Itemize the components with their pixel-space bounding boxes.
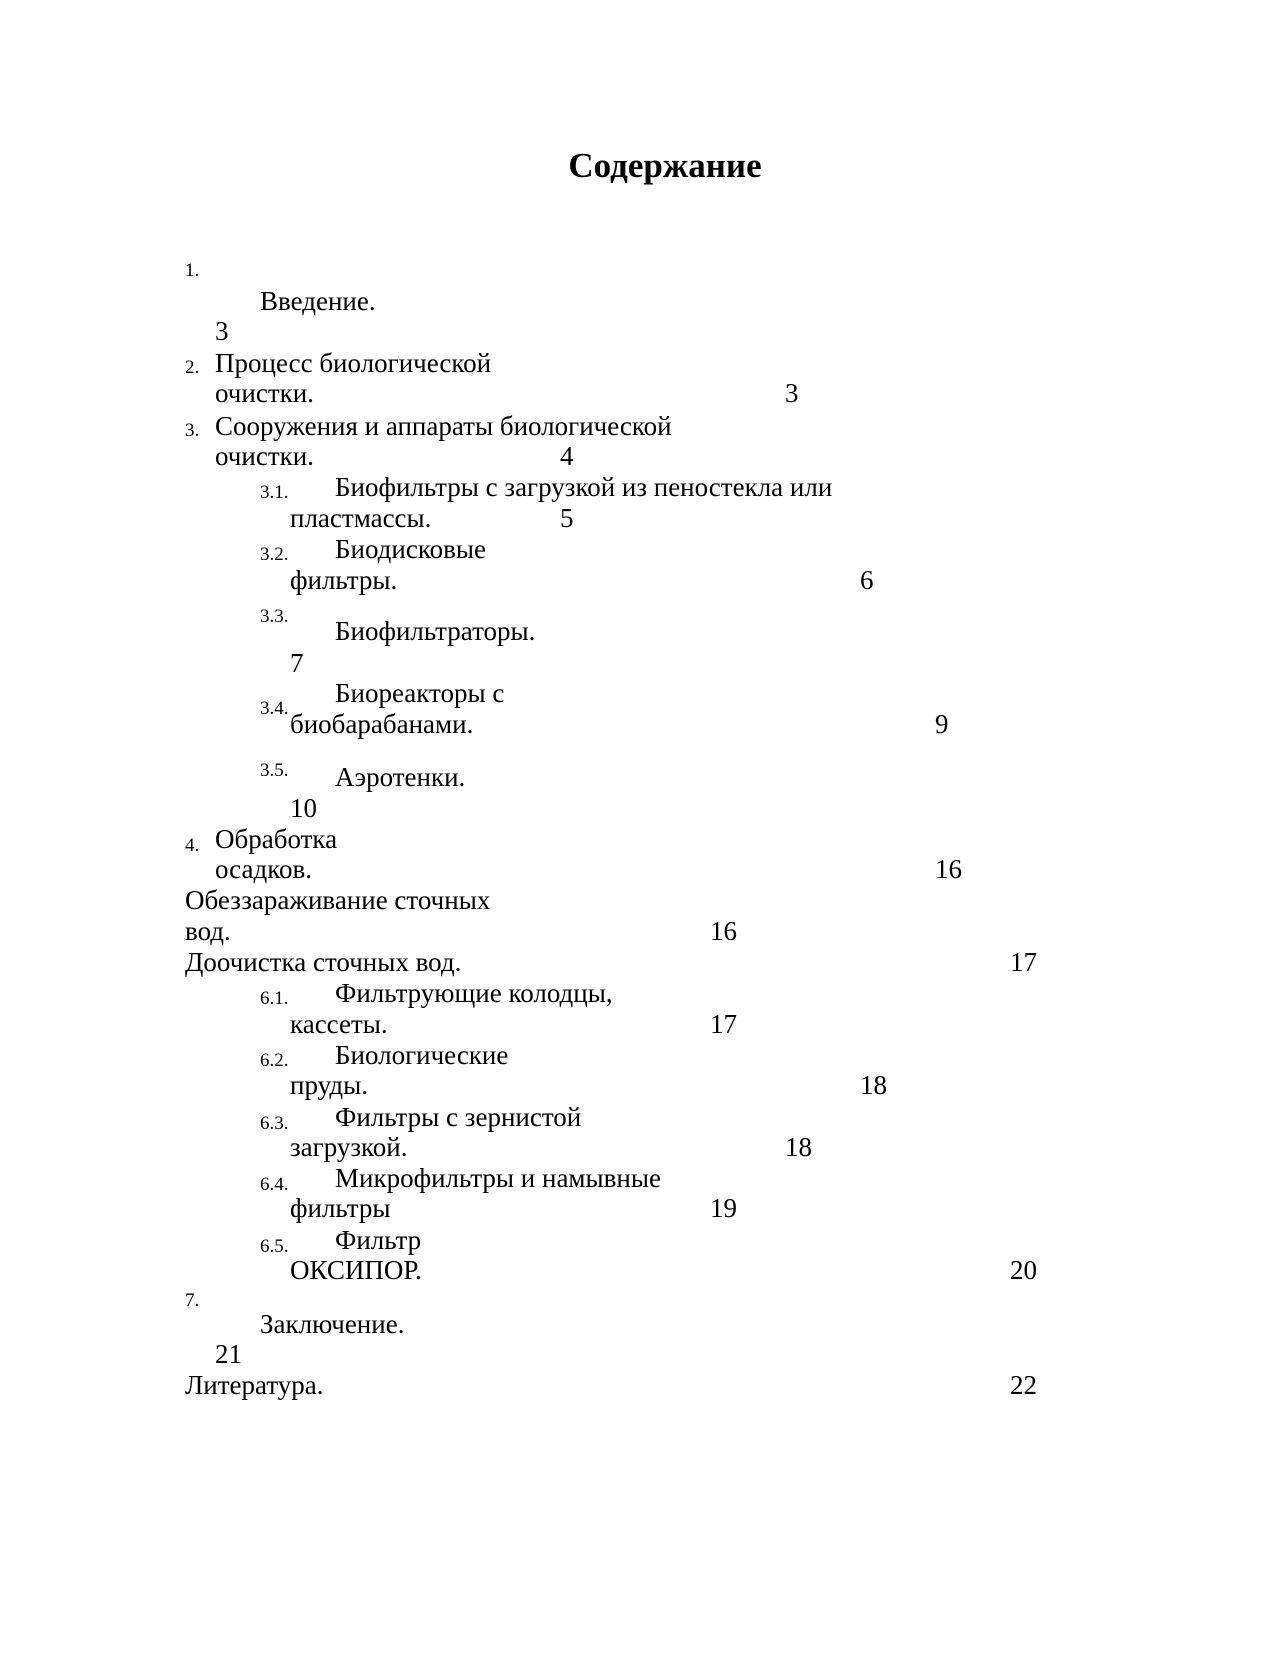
toc-number: 6.1. xyxy=(260,988,289,1009)
toc-number: 3.2. xyxy=(260,544,289,565)
toc-number: 6.3. xyxy=(260,1113,289,1134)
toc-entry-text: Фильтрующие колодцы, xyxy=(335,978,613,1008)
toc-page-number: 16 xyxy=(935,854,962,884)
toc-entry-text: пластмассы. xyxy=(290,503,432,533)
toc-page-number: 5 xyxy=(560,503,574,533)
toc-entry-text: Биодисковые xyxy=(335,534,486,564)
toc-entry-text: Биореакторы с xyxy=(335,678,505,708)
toc-entry-text: Биологические xyxy=(335,1040,509,1070)
toc-entry-text: Биофильтраторы. xyxy=(335,616,536,646)
toc-number: 6.5. xyxy=(260,1236,289,1257)
toc-entry-text: пруды. xyxy=(290,1070,369,1100)
page-title: Содержание xyxy=(568,146,762,185)
toc-number: 3. xyxy=(185,420,200,441)
toc-page-number: 20 xyxy=(1010,1255,1037,1285)
toc-entry-text: Процесс биологической xyxy=(215,348,492,378)
toc-entry-text: Заключение. xyxy=(260,1309,405,1339)
toc-entry-text: фильтры. xyxy=(290,565,398,595)
toc-entry-text: очистки. xyxy=(215,378,314,408)
toc-entry-text: осадков. xyxy=(215,854,312,884)
toc-entry-text: Обеззараживание сточных xyxy=(185,885,491,915)
toc-page-number: 21 xyxy=(215,1339,242,1369)
toc-page-number: 16 xyxy=(710,916,737,946)
toc-page-number: 19 xyxy=(710,1193,737,1223)
toc-number: 3.4. xyxy=(260,698,289,719)
toc-number: 6.2. xyxy=(260,1050,289,1071)
toc-number: 4. xyxy=(185,835,200,856)
toc-page-number: 3 xyxy=(215,316,229,346)
toc-page-number: 7 xyxy=(290,648,304,678)
toc-page-number: 18 xyxy=(785,1132,812,1162)
toc-entry-text: Фильтр xyxy=(335,1225,422,1255)
toc-entry-text: фильтры xyxy=(290,1193,391,1223)
toc-number: 2. xyxy=(185,357,200,378)
toc-number: 3.1. xyxy=(260,482,289,503)
toc-page-number: 18 xyxy=(860,1070,887,1100)
toc-page-number: 3 xyxy=(785,378,799,408)
toc-number: 7. xyxy=(185,1290,200,1311)
toc-number: 6.4. xyxy=(260,1174,289,1195)
toc-entry-text: Аэротенки. xyxy=(335,762,466,792)
toc-entry-text: ОКСИПОР. xyxy=(290,1255,422,1285)
toc-entry-text: биобарабанами. xyxy=(290,709,474,739)
toc-entry-text: Биофильтры с загрузкой из пеностекла или xyxy=(335,472,833,502)
toc-entry-text: Обработка xyxy=(215,824,338,854)
toc-page-number: 17 xyxy=(710,1009,737,1039)
toc-entry-text: вод. xyxy=(185,916,231,946)
toc-page-number: 9 xyxy=(935,709,949,739)
toc-entry-text: Микрофильтры и намывные xyxy=(335,1163,661,1193)
toc-entry-text: загрузкой. xyxy=(290,1132,408,1162)
toc-entry-text: Доочистка сточных вод. xyxy=(185,947,462,977)
toc-number: 1. xyxy=(185,260,200,281)
toc-page-number: 22 xyxy=(1010,1370,1037,1400)
toc-number: 3.5. xyxy=(260,760,289,781)
toc-entry-text: очистки. xyxy=(215,441,314,471)
toc-page-number: 17 xyxy=(1010,947,1037,977)
toc-entry-text: кассеты. xyxy=(290,1009,388,1039)
toc-number: 3.3. xyxy=(260,606,289,627)
toc-entry-text: Литература. xyxy=(185,1370,324,1400)
toc-entry-text: Введение. xyxy=(260,286,376,316)
toc-page-number: 4 xyxy=(560,441,574,471)
toc-entry-text: Фильтры с зернистой xyxy=(335,1102,582,1132)
toc-page-number: 10 xyxy=(290,793,317,823)
toc-page-number: 6 xyxy=(860,565,874,595)
toc-entry-text: Сооружения и аппараты биологической xyxy=(215,411,672,441)
